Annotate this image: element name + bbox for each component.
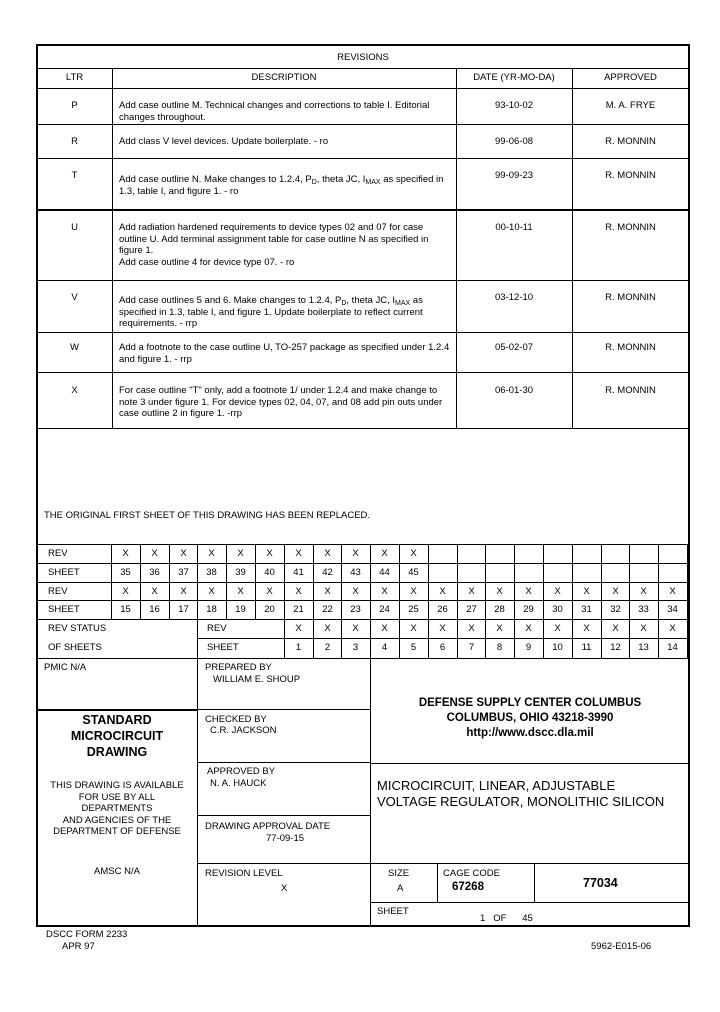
rev-approved-w: R. MONNIN	[605, 342, 656, 353]
rev-date-r: 99-06-08	[494, 136, 534, 147]
grid-r3-sheet-2: 2	[324, 642, 331, 653]
grid-r3-sheet-13: 13	[638, 642, 649, 653]
rev-desc-w: Add a footnote to the case outline U, TO-257 package as specified under 1.2.4 and figure 1. - rrp	[119, 342, 450, 365]
rev-desc-p: Add case outline M. Technical changes and corrections to table I. Editorial changes throughout.	[119, 100, 430, 123]
rev-ltr-t: T	[71, 170, 78, 181]
revision-level: X	[281, 883, 288, 894]
grid-r1-rev-6: X	[266, 548, 273, 559]
grid-r2-rev-11: X	[410, 586, 417, 597]
grid-r1-rev-4: X	[208, 548, 215, 559]
grid-r1-sheet-2: 36	[149, 567, 160, 578]
grid-r3-sheet-11: 11	[581, 642, 592, 653]
grid-r2-rev-20: X	[669, 586, 676, 597]
grid-r2-sheet-13: 27	[466, 604, 477, 615]
grid-r2-sheet-3: 17	[178, 604, 189, 615]
grid-r1-rev-8: X	[324, 548, 331, 559]
grid-r3-sheet-10: 10	[552, 642, 563, 653]
cage-label: CAGE CODE	[443, 868, 501, 879]
grid-r2-sheet-9: 23	[350, 604, 361, 615]
grid-rev-label-3: REV	[207, 623, 227, 634]
grid-r2-rev-10: X	[381, 586, 388, 597]
grid-r2-rev-6: X	[266, 586, 273, 597]
rev-ltr-p: P	[71, 100, 78, 111]
prepared-label: PREPARED BY	[205, 662, 272, 673]
rev-date-t: 99-09-23	[494, 170, 534, 181]
form-date: APR 97	[62, 941, 95, 952]
rev-status-label: REV STATUS	[48, 623, 107, 634]
grid-r3-rev-7: X	[468, 623, 475, 634]
grid-r3-rev-12: X	[612, 623, 619, 634]
grid-r2-sheet-11: 25	[408, 604, 419, 615]
cage-code: 67268	[452, 881, 484, 893]
availability-statement: THIS DRAWING IS AVAILABLE FOR USE BY ALL DEPARTMENTS AND AGENCIES OF THE DEPARTMENT OF DEFENSE	[50, 780, 184, 837]
grid-r2-rev-13: X	[468, 586, 475, 597]
grid-sheet-label-1: SHEET	[48, 567, 80, 578]
grid-r1-rev-9: X	[352, 548, 359, 559]
grid-r3-rev-4: X	[381, 623, 388, 634]
grid-r1-rev-10: X	[381, 548, 388, 559]
grid-r2-sheet-8: 22	[322, 604, 333, 615]
grid-r2-sheet-12: 26	[437, 604, 448, 615]
pmic: PMIC N/A	[44, 662, 87, 673]
grid-r2-sheet-14: 28	[494, 604, 505, 615]
rev-date-w: 05-02-07	[494, 342, 534, 353]
size-label: SIZE	[388, 868, 410, 879]
approved-by: N. A. HAUCK	[210, 778, 267, 789]
rev-desc-v: Add case outlines 5 and 6. Make changes to 1.2.4, $P_D$, theta JC, $I_{MAX}$ as specified in 1.3, table I, and figure 1. Update boilerplate to reflect current requirements. - rrp	[119, 295, 423, 329]
grid-r2-rev-5: X	[237, 586, 244, 597]
grid-r2-rev-16: X	[554, 586, 561, 597]
grid-r1-sheet-11: 45	[408, 567, 419, 578]
grid-rev-label-1: REV	[48, 548, 68, 559]
grid-r1-sheet-7: 41	[293, 567, 304, 578]
drawing-title: MICROCIRCUIT, LINEAR, ADJUSTABLE VOLTAGE REGULATOR, MONOLITHIC SILICON	[377, 778, 665, 809]
grid-r2-sheet-17: 31	[581, 604, 592, 615]
grid-sheet-label-2: SHEET	[48, 604, 80, 615]
rev-approved-p: M. A. FRYE	[605, 100, 656, 111]
form-number: DSCC FORM 2233	[46, 929, 128, 940]
grid-r1-sheet-3: 37	[178, 567, 189, 578]
grid-r2-sheet-20: 34	[667, 604, 678, 615]
grid-r2-rev-12: X	[439, 586, 446, 597]
rev-date-p: 93-10-02	[494, 100, 534, 111]
grid-r2-sheet-2: 16	[149, 604, 160, 615]
grid-r2-rev-9: X	[352, 586, 359, 597]
grid-r1-sheet-1: 35	[120, 567, 131, 578]
grid-r1-sheet-5: 39	[235, 567, 246, 578]
grid-r2-rev-19: X	[640, 586, 647, 597]
grid-r1-rev-11: X	[410, 548, 417, 559]
grid-r3-rev-2: X	[324, 623, 331, 634]
date-header: DATE (YR-MO-DA)	[473, 72, 555, 83]
grid-r2-rev-14: X	[496, 586, 503, 597]
rev-approved-v: R. MONNIN	[605, 292, 656, 303]
grid-r3-sheet-8: 8	[496, 642, 503, 653]
grid-r3-rev-8: X	[496, 623, 503, 634]
approved-label: APPROVED BY	[207, 766, 276, 777]
grid-r2-rev-15: X	[525, 586, 532, 597]
grid-r1-sheet-6: 40	[264, 567, 275, 578]
checked-label: CHECKED BY	[205, 714, 267, 725]
rev-approved-r: R. MONNIN	[605, 136, 656, 147]
grid-r1-rev-3: X	[180, 548, 187, 559]
grid-r2-sheet-18: 32	[610, 604, 621, 615]
rev-desc-t: Add case outline N. Make changes to 1.2.4, $P_D$, theta JC, $I_{MAX}$ as specified in 1.3, table I, and figure 1. - ro	[119, 174, 444, 197]
sheet-number: 1 OF 45	[480, 913, 533, 924]
ltr-header: LTR	[65, 72, 84, 83]
rev-approved-t: R. MONNIN	[605, 170, 656, 181]
grid-r3-rev-11: X	[583, 623, 590, 634]
grid-r2-rev-18: X	[612, 586, 619, 597]
standard-microcircuit-drawing: STANDARD MICROCIRCUIT DRAWING	[70, 713, 164, 759]
grid-r2-sheet-16: 30	[552, 604, 563, 615]
rev-ltr-x: X	[71, 385, 78, 396]
grid-r1-sheet-4: 38	[206, 567, 217, 578]
grid-r2-sheet-5: 19	[235, 604, 246, 615]
grid-r2-rev-7: X	[295, 586, 302, 597]
grid-r3-sheet-6: 6	[439, 642, 446, 653]
sheet-label: SHEET	[377, 906, 409, 917]
grid-r3-sheet-5: 5	[410, 642, 417, 653]
grid-rev-label-2: REV	[48, 586, 68, 597]
grid-r3-sheet-3: 3	[352, 642, 359, 653]
document-number: 5962-E015-06	[591, 941, 652, 952]
agency-block: DEFENSE SUPPLY CENTER COLUMBUS COLUMBUS, OHIO 43218-3990 http://www.dscc.dla.mil	[418, 697, 642, 739]
grid-r3-rev-6: X	[439, 623, 446, 634]
grid-r2-sheet-6: 20	[264, 604, 275, 615]
rev-date-v: 03-12-10	[494, 292, 534, 303]
description-header: DESCRIPTION	[251, 72, 317, 83]
approval-date-label: DRAWING APPROVAL DATE	[205, 821, 331, 832]
grid-r2-sheet-10: 24	[379, 604, 390, 615]
grid-r2-rev-4: X	[208, 586, 215, 597]
grid-r1-sheet-9: 43	[350, 567, 361, 578]
grid-r1-sheet-10: 44	[379, 567, 390, 578]
approved-header: APPROVED	[604, 72, 657, 83]
grid-r3-sheet-9: 9	[525, 642, 532, 653]
grid-r2-rev-17: X	[583, 586, 590, 597]
of-sheets-label: OF SHEETS	[48, 642, 102, 653]
grid-r3-sheet-12: 12	[610, 642, 621, 653]
rev-ltr-r: R	[71, 136, 78, 147]
rev-desc-r: Add class V level devices. Update boilerplate. - ro	[119, 136, 329, 147]
grid-r1-sheet-8: 42	[322, 567, 333, 578]
grid-r3-sheet-14: 14	[667, 642, 678, 653]
grid-r2-sheet-7: 21	[293, 604, 304, 615]
grid-r3-rev-14: X	[669, 623, 676, 634]
checked-by: C.R. JACKSON	[210, 725, 277, 736]
rev-date-u: 00-10-11	[495, 222, 533, 233]
revision-level-label: REVISION LEVEL	[205, 868, 283, 879]
rev-approved-u: R. MONNIN	[605, 222, 656, 233]
rev-desc-u: Add radiation hardened requirements to device types 02 and 07 for case outline U. Add terminal assignment table for case outline N as specified in figure 1. Add case outline 4 for device type 07. - ro	[119, 222, 429, 268]
revisions-title: REVISIONS	[337, 52, 389, 63]
grid-r3-rev-5: X	[410, 623, 417, 634]
grid-r2-sheet-19: 33	[638, 604, 649, 615]
grid-r3-rev-13: X	[640, 623, 647, 634]
grid-r2-sheet-4: 18	[206, 604, 217, 615]
rev-date-x: 06-01-30	[494, 385, 534, 396]
rev-approved-x: R. MONNIN	[605, 385, 656, 396]
grid-r2-rev-3: X	[180, 586, 187, 597]
grid-r3-rev-9: X	[525, 623, 532, 634]
approval-date: 77-09-15	[266, 833, 305, 844]
grid-r2-sheet-1: 15	[120, 604, 131, 615]
grid-r3-rev-3: X	[352, 623, 359, 634]
rev-ltr-u: U	[71, 222, 78, 233]
rev-ltr-v: V	[71, 292, 78, 303]
grid-r2-rev-8: X	[324, 586, 331, 597]
grid-r2-rev-2: X	[151, 586, 158, 597]
grid-r2-rev-1: X	[122, 586, 129, 597]
grid-r3-sheet-4: 4	[381, 642, 388, 653]
grid-r2-sheet-15: 29	[523, 604, 534, 615]
grid-r3-sheet-7: 7	[468, 642, 475, 653]
rev-desc-x: For case outline "T" only, add a footnote 1/ under 1.2.4 and make change to note 3 under figure 1. For device types 02, 04, 07, and 08 add pin outs under case outline 2 in figure 1. -rrp	[119, 385, 443, 419]
rev-ltr-w: W	[70, 342, 79, 353]
grid-r3-sheet-1: 1	[295, 642, 302, 653]
replaced-note: THE ORIGINAL FIRST SHEET OF THIS DRAWING HAS BEEN REPLACED.	[44, 510, 371, 521]
drawing-number: 77034	[583, 876, 618, 890]
prepared-by: WILLIAM E. SHOUP	[213, 674, 301, 685]
grid-r3-rev-1: X	[295, 623, 302, 634]
amsc: AMSC N/A	[94, 866, 140, 877]
grid-r1-rev-5: X	[237, 548, 244, 559]
size-value: A	[397, 883, 404, 894]
grid-r1-rev-2: X	[151, 548, 158, 559]
grid-r1-rev-1: X	[122, 548, 129, 559]
grid-sheet-label-3: SHEET	[207, 642, 239, 653]
grid-r1-rev-7: X	[295, 548, 302, 559]
grid-r3-rev-10: X	[554, 623, 561, 634]
grid-column-line	[687, 545, 688, 658]
